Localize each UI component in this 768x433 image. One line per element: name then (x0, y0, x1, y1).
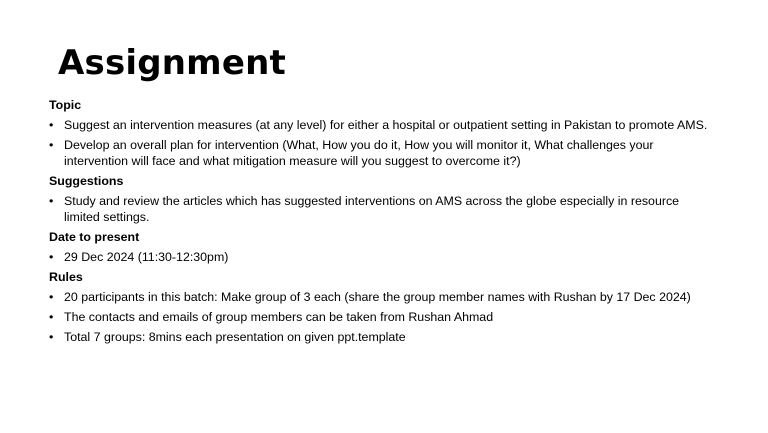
bullet-item: • 29 Dec 2024 (11:30-12:30pm) (49, 249, 709, 265)
bullet-item: • Develop an overall plan for intervention (What, How you do it, How you will monitor it, What challenges your intervention will face and what mitigation measure will you suggest to overcome it?) (49, 137, 709, 169)
section-heading: Date to present (49, 230, 140, 244)
section-suggestions (49, 173, 709, 225)
slide-content (49, 97, 709, 349)
bullet-list (49, 117, 709, 169)
section-date-to-present (49, 229, 709, 265)
section-heading: Suggestions (49, 174, 124, 188)
section-heading: Rules (49, 270, 83, 284)
bullet-item: • Study and review the articles which has suggested interventions on AMS across the globe especially in resource limited settings. (49, 193, 709, 225)
bullet-list (49, 289, 709, 345)
bullet-item: • 20 participants in this batch: Make group of 3 each (share the group member names with Rushan by 17 Dec 2024) (49, 289, 709, 305)
bullet-item: • Total 7 groups: 8mins each presentation on given ppt.template (49, 329, 709, 345)
slide-title: Assignment (58, 43, 286, 83)
section-heading: Topic (49, 98, 82, 112)
bullet-list (49, 193, 709, 225)
bullet-item: • Suggest an intervention measures (at any level) for either a hospital or outpatient setting in Pakistan to promote AMS. (49, 117, 709, 133)
section-topic (49, 97, 709, 169)
bullet-list (49, 249, 709, 265)
section-rules (49, 269, 709, 345)
bullet-item: • The contacts and emails of group members can be taken from Rushan Ahmad (49, 309, 709, 325)
